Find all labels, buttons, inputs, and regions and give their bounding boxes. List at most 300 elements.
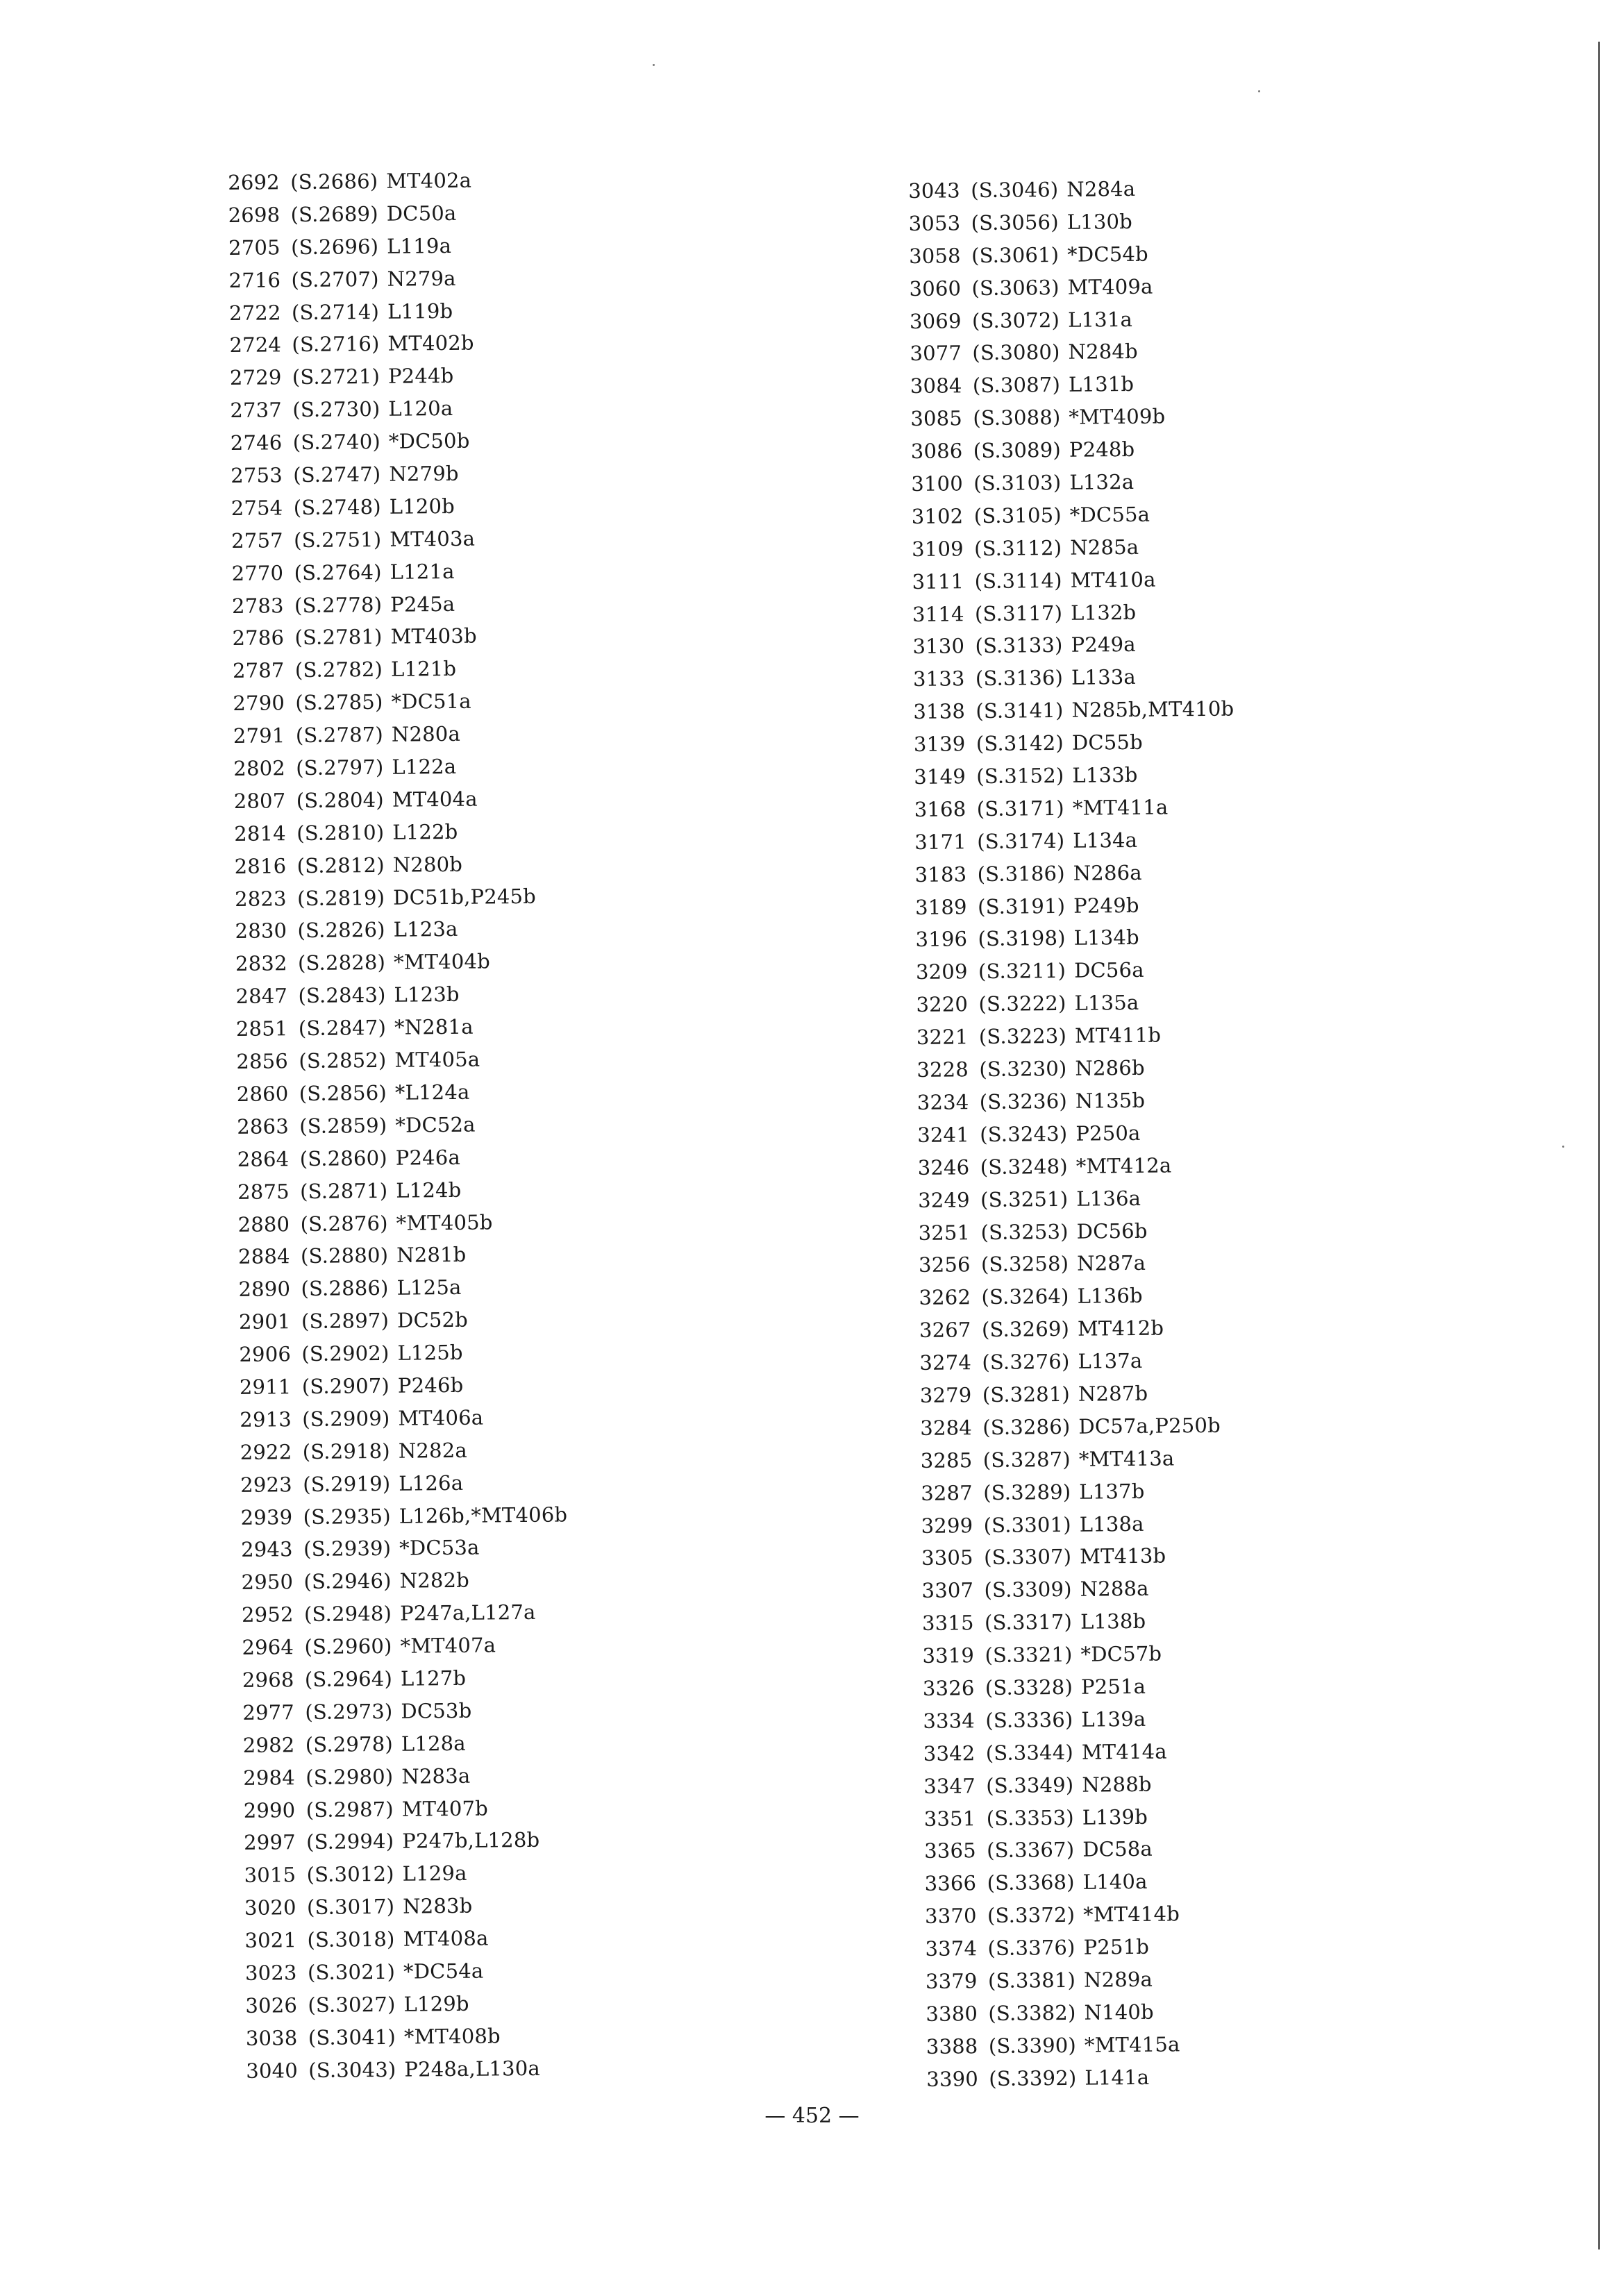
entry-section-ref: (S.2778) bbox=[294, 592, 383, 617]
entry-section-ref: (S.3114) bbox=[974, 568, 1062, 593]
entry-section-ref: (S.2716) bbox=[292, 332, 380, 357]
entry-number: 2875 bbox=[237, 1179, 290, 1204]
entry-reference: L136a bbox=[1076, 1186, 1141, 1211]
entry-section-ref: (S.2980) bbox=[305, 1764, 394, 1789]
entry-reference: *N281a bbox=[394, 1014, 474, 1039]
entry-number: 2911 bbox=[239, 1375, 292, 1399]
entry-number: 2746 bbox=[230, 430, 283, 455]
entry-section-ref: (S.2856) bbox=[299, 1080, 387, 1106]
entry-reference: *MT413a bbox=[1078, 1446, 1175, 1471]
entry-number: 3279 bbox=[919, 1383, 972, 1407]
entry-reference: L140a bbox=[1082, 1870, 1148, 1895]
entry-section-ref: (S.2747) bbox=[293, 462, 381, 487]
entry-number: 3347 bbox=[923, 1773, 976, 1798]
entry-section-ref: (S.3317) bbox=[984, 1610, 1073, 1635]
entry-number: 2923 bbox=[240, 1472, 292, 1497]
entry-reference: MT411b bbox=[1074, 1023, 1162, 1048]
entry-section-ref: (S.2707) bbox=[291, 267, 379, 292]
entry-reference: P251b bbox=[1083, 1934, 1150, 1959]
entry-reference: DC50a bbox=[386, 201, 457, 226]
entry-section-ref: (S.3289) bbox=[983, 1480, 1071, 1505]
entry-reference: DC51b,P245b bbox=[393, 884, 537, 910]
index-column-right bbox=[908, 169, 1552, 2095]
entry-section-ref: (S.3088) bbox=[973, 405, 1061, 430]
entry-number: 3038 bbox=[245, 2025, 298, 2050]
entry-number: 2977 bbox=[242, 1700, 295, 1725]
entry-section-ref: (S.2897) bbox=[301, 1309, 390, 1334]
entry-reference: MT407b bbox=[401, 1796, 489, 1821]
entry-section-ref: (S.2907) bbox=[301, 1373, 390, 1399]
entry-reference: DC56b bbox=[1076, 1218, 1148, 1243]
entry-number: 3351 bbox=[923, 1806, 976, 1831]
entry-number: 2783 bbox=[231, 593, 284, 618]
entry-number: 2770 bbox=[231, 560, 284, 585]
entry-reference: N135b bbox=[1075, 1088, 1146, 1113]
entry-section-ref: (S.2764) bbox=[294, 560, 382, 585]
entry-number: 3365 bbox=[924, 1838, 976, 1863]
entry-section-ref: (S.2826) bbox=[297, 918, 385, 943]
entry-reference: MT404a bbox=[392, 787, 478, 812]
entry-reference: L134b bbox=[1073, 925, 1140, 950]
entry-section-ref: (S.2964) bbox=[304, 1666, 393, 1692]
entry-reference: N282b bbox=[399, 1568, 470, 1593]
entry-section-ref: (S.2696) bbox=[290, 234, 379, 259]
entry-reference: *DC52a bbox=[395, 1112, 476, 1137]
entry-number: 3196 bbox=[915, 927, 968, 952]
entry-number: 3069 bbox=[909, 308, 962, 333]
entry-number: 3315 bbox=[921, 1611, 974, 1636]
entry-section-ref: (S.3253) bbox=[980, 1219, 1069, 1244]
entry-section-ref: (S.2919) bbox=[303, 1471, 391, 1496]
entry-number: 2787 bbox=[232, 658, 285, 683]
entry-reference: L124b bbox=[396, 1178, 462, 1203]
entry-section-ref: (S.2740) bbox=[292, 430, 381, 455]
entry-number: 3220 bbox=[916, 992, 969, 1017]
entry-number: 3234 bbox=[916, 1090, 969, 1114]
entry-number: 3334 bbox=[923, 1709, 976, 1733]
entry-section-ref: (S.3211) bbox=[978, 959, 1066, 984]
entry-reference: *DC51a bbox=[391, 689, 472, 714]
entry-section-ref: (S.2880) bbox=[300, 1243, 389, 1268]
entry-number: 3183 bbox=[914, 862, 967, 887]
entry-section-ref: (S.2994) bbox=[306, 1829, 394, 1854]
entry-section-ref: (S.3186) bbox=[977, 861, 1065, 886]
entry-number: 2864 bbox=[237, 1146, 290, 1171]
entry-number: 2952 bbox=[241, 1602, 294, 1627]
entry-reference: *MT414b bbox=[1082, 1902, 1180, 1927]
entry-reference: N280b bbox=[392, 852, 463, 877]
entry-number: 2982 bbox=[242, 1732, 295, 1757]
entry-reference: P246a bbox=[395, 1145, 461, 1170]
entry-section-ref: (S.3117) bbox=[974, 601, 1063, 626]
entry-section-ref: (S.2960) bbox=[304, 1634, 392, 1659]
entry-section-ref: (S.3105) bbox=[973, 503, 1062, 528]
entry-reference: *MT412a bbox=[1075, 1153, 1172, 1178]
entry-reference: L125a bbox=[396, 1275, 462, 1300]
entry-reference: N283b bbox=[402, 1893, 473, 1918]
entry-reference: L120a bbox=[388, 396, 453, 421]
entry-number: 2754 bbox=[231, 496, 283, 520]
entry-reference: L133a bbox=[1071, 665, 1137, 690]
entry-section-ref: (S.2876) bbox=[300, 1211, 388, 1236]
entry-reference: L122a bbox=[392, 754, 457, 779]
entry-number: 2816 bbox=[234, 853, 287, 878]
entry-section-ref: (S.2871) bbox=[300, 1178, 388, 1203]
entry-reference: L131a bbox=[1067, 307, 1133, 332]
entry-section-ref: (S.3286) bbox=[982, 1414, 1071, 1439]
entry-section-ref: (S.2859) bbox=[299, 1113, 387, 1138]
entry-number: 2823 bbox=[234, 886, 287, 911]
entry-section-ref: (S.3174) bbox=[977, 828, 1065, 853]
index-entry bbox=[926, 2057, 1551, 2096]
entry-number: 3274 bbox=[919, 1350, 972, 1375]
entry-section-ref: (S.2918) bbox=[302, 1439, 391, 1464]
entry-number: 3390 bbox=[926, 2066, 979, 2091]
entry-section-ref: (S.2730) bbox=[292, 397, 380, 422]
entry-number: 3379 bbox=[925, 1969, 978, 1993]
entry-section-ref: (S.3309) bbox=[984, 1577, 1072, 1602]
entry-section-ref: (S.3027) bbox=[308, 1992, 396, 2017]
entry-reference: L137b bbox=[1079, 1479, 1145, 1504]
entry-reference: N286a bbox=[1073, 860, 1142, 885]
entry-reference: L138b bbox=[1080, 1609, 1146, 1634]
entry-reference: N280a bbox=[391, 721, 461, 746]
entry-number: 3299 bbox=[921, 1513, 973, 1538]
page-number: — 452 — bbox=[764, 2104, 860, 2128]
entry-section-ref: (S.2782) bbox=[294, 657, 383, 682]
entry-number: 2791 bbox=[233, 723, 285, 748]
entry-section-ref: (S.2804) bbox=[296, 787, 385, 813]
entry-section-ref: (S.2935) bbox=[303, 1504, 391, 1529]
entry-reference: P246b bbox=[397, 1373, 464, 1398]
entry-section-ref: (S.3287) bbox=[982, 1447, 1071, 1472]
entry-section-ref: (S.3063) bbox=[971, 275, 1060, 300]
entry-reference: L127b bbox=[400, 1666, 467, 1691]
entry-number: 3111 bbox=[912, 569, 964, 594]
entry-reference: N287b bbox=[1078, 1381, 1148, 1406]
entry-section-ref: (S.2787) bbox=[295, 723, 384, 748]
entry-number: 3326 bbox=[922, 1676, 975, 1700]
index-entry bbox=[246, 2049, 871, 2088]
entry-reference: L123b bbox=[394, 982, 460, 1007]
entry-section-ref: (S.3046) bbox=[971, 177, 1059, 203]
entry-number: 3246 bbox=[917, 1155, 970, 1180]
entry-section-ref: (S.3087) bbox=[972, 373, 1061, 398]
entry-section-ref: (S.3041) bbox=[308, 2025, 396, 2050]
entry-section-ref: (S.2946) bbox=[303, 1569, 392, 1594]
entry-number: 2906 bbox=[239, 1342, 292, 1366]
entry-number: 3043 bbox=[908, 178, 960, 203]
entry-number: 3084 bbox=[910, 374, 962, 399]
entry-section-ref: (S.3376) bbox=[987, 1935, 1075, 1961]
entry-section-ref: (S.2812) bbox=[296, 853, 385, 878]
entry-section-ref: (S.2886) bbox=[301, 1276, 389, 1301]
entry-section-ref: (S.2785) bbox=[295, 690, 383, 715]
entry-number: 2790 bbox=[233, 691, 285, 716]
entry-section-ref: (S.2781) bbox=[294, 625, 383, 650]
entry-reference: *MT405b bbox=[396, 1209, 493, 1235]
entry-reference: *DC54a bbox=[403, 1959, 484, 1984]
scan-speck bbox=[653, 64, 655, 66]
entry-reference: MT402a bbox=[386, 168, 472, 193]
entry-number: 3102 bbox=[911, 504, 964, 528]
entry-section-ref: (S.3269) bbox=[981, 1317, 1070, 1342]
entry-number: 3085 bbox=[910, 406, 963, 431]
entry-number: 3284 bbox=[920, 1416, 973, 1440]
entry-number: 2984 bbox=[243, 1765, 296, 1790]
entry-number: 2705 bbox=[228, 235, 281, 260]
entry-section-ref: (S.2689) bbox=[290, 201, 378, 227]
entry-reference: L120b bbox=[389, 494, 455, 519]
entry-number: 3149 bbox=[914, 764, 966, 789]
entry-reference: P248b bbox=[1069, 437, 1135, 462]
entry-section-ref: (S.2847) bbox=[298, 1016, 387, 1041]
entry-section-ref: (S.3112) bbox=[974, 535, 1062, 560]
entry-number: 2950 bbox=[241, 1570, 294, 1595]
entry-number: 2802 bbox=[233, 756, 286, 780]
entry-section-ref: (S.3307) bbox=[983, 1545, 1072, 1570]
entry-reference: *DC53a bbox=[399, 1536, 480, 1561]
entry-number: 2997 bbox=[244, 1830, 296, 1855]
entry-reference: L136b bbox=[1077, 1284, 1143, 1309]
entry-reference: L129b bbox=[403, 1991, 469, 2016]
entry-section-ref: (S.3251) bbox=[980, 1187, 1069, 1212]
entry-section-ref: (S.3276) bbox=[982, 1349, 1070, 1375]
entry-reference: L125b bbox=[397, 1340, 463, 1365]
entry-number: 2890 bbox=[238, 1277, 291, 1302]
entry-section-ref: (S.3012) bbox=[306, 1862, 394, 1887]
entry-section-ref: (S.3381) bbox=[987, 1968, 1076, 1993]
entry-number: 3221 bbox=[916, 1025, 969, 1050]
entry-reference: P244b bbox=[387, 364, 454, 389]
entry-number: 3249 bbox=[918, 1187, 970, 1212]
entry-reference: *DC50b bbox=[388, 428, 470, 453]
entry-reference: MT406a bbox=[398, 1405, 484, 1430]
entry-section-ref: (S.3018) bbox=[307, 1927, 395, 1952]
entry-reference: N279b bbox=[389, 461, 459, 486]
entry-number: 3256 bbox=[918, 1252, 971, 1277]
entry-number: 3307 bbox=[921, 1578, 974, 1603]
entry-number: 3060 bbox=[909, 276, 962, 301]
entry-section-ref: (S.3367) bbox=[987, 1838, 1075, 1863]
entry-number: 3015 bbox=[244, 1863, 296, 1888]
entry-reference: *DC54b bbox=[1067, 242, 1148, 267]
entry-number: 2729 bbox=[229, 365, 282, 390]
entry-reference: DC55b bbox=[1071, 730, 1144, 755]
entry-reference: MT409a bbox=[1067, 274, 1153, 299]
entry-section-ref: (S.3072) bbox=[971, 308, 1060, 333]
entry-number: 2722 bbox=[228, 300, 281, 325]
entry-number: 3374 bbox=[925, 1936, 978, 1961]
entry-section-ref: (S.3142) bbox=[976, 731, 1064, 756]
entry-reference: MT412b bbox=[1077, 1316, 1164, 1341]
entry-number: 3285 bbox=[920, 1448, 973, 1473]
entry-number: 3020 bbox=[244, 1895, 296, 1920]
entry-reference: N284b bbox=[1068, 340, 1139, 364]
index-column-left bbox=[228, 160, 871, 2087]
entry-reference: N281b bbox=[396, 1243, 467, 1268]
entry-section-ref: (S.2751) bbox=[294, 527, 382, 552]
entry-reference: *MT408b bbox=[403, 2024, 501, 2049]
entry-number: 2863 bbox=[237, 1114, 290, 1139]
entry-section-ref: (S.3372) bbox=[987, 1903, 1075, 1928]
entry-reference: P247a,L127a bbox=[399, 1600, 536, 1625]
entry-number: 2922 bbox=[240, 1439, 292, 1464]
entry-number: 2830 bbox=[235, 919, 287, 944]
entry-number: 2990 bbox=[243, 1798, 296, 1822]
entry-section-ref: (S.3103) bbox=[973, 470, 1062, 496]
entry-section-ref: (S.2819) bbox=[296, 885, 385, 910]
entry-reference: MT413b bbox=[1080, 1543, 1166, 1569]
entry-section-ref: (S.3136) bbox=[975, 666, 1064, 691]
entry-number: 3109 bbox=[912, 537, 964, 561]
entry-reference: *DC57b bbox=[1080, 1641, 1162, 1666]
entry-section-ref: (S.2843) bbox=[298, 983, 386, 1008]
entry-section-ref: (S.2797) bbox=[296, 755, 384, 780]
entry-section-ref: (S.3171) bbox=[976, 796, 1065, 821]
entry-reference: P248a,L130a bbox=[404, 2056, 541, 2081]
entry-section-ref: (S.3392) bbox=[989, 2065, 1077, 2090]
entry-reference: N287a bbox=[1076, 1251, 1146, 1276]
entry-section-ref: (S.2828) bbox=[297, 950, 386, 975]
entry-number: 3040 bbox=[246, 2058, 299, 2083]
entry-reference: L121a bbox=[390, 559, 455, 584]
scan-speck bbox=[1258, 90, 1260, 92]
entry-reference: P245a bbox=[390, 592, 455, 617]
entry-number: 3114 bbox=[912, 601, 964, 626]
entry-number: 2964 bbox=[242, 1635, 294, 1659]
entry-reference: L119b bbox=[387, 299, 453, 324]
entry-number: 3077 bbox=[910, 341, 962, 366]
entry-number: 2901 bbox=[238, 1309, 291, 1334]
entry-reference: *MT411a bbox=[1072, 795, 1169, 820]
entry-number: 3189 bbox=[914, 894, 967, 919]
entry-section-ref: (S.3321) bbox=[985, 1642, 1073, 1668]
entry-number: 3138 bbox=[913, 699, 966, 724]
entry-reference: L139a bbox=[1081, 1707, 1146, 1732]
entry-number: 2939 bbox=[240, 1505, 293, 1530]
entry-number: 2786 bbox=[232, 626, 285, 651]
entry-section-ref: (S.3080) bbox=[972, 340, 1060, 365]
entry-number: 3026 bbox=[245, 1993, 298, 2018]
entry-reference: L126a bbox=[399, 1470, 464, 1495]
entry-section-ref: (S.3021) bbox=[307, 1959, 396, 1984]
entry-section-ref: (S.2909) bbox=[302, 1406, 390, 1431]
entry-number: 3139 bbox=[913, 732, 966, 757]
entry-number: 2737 bbox=[230, 398, 283, 423]
entry-number: 2968 bbox=[242, 1668, 294, 1692]
entry-section-ref: (S.3133) bbox=[975, 633, 1063, 658]
entry-reference: N284a bbox=[1066, 176, 1136, 201]
entry-reference: N288b bbox=[1082, 1772, 1152, 1797]
entry-section-ref: (S.3264) bbox=[981, 1284, 1069, 1309]
scan-speck bbox=[1562, 1146, 1564, 1148]
entry-section-ref: (S.2973) bbox=[305, 1699, 393, 1724]
entry-reference: L126b,*MT406b bbox=[399, 1502, 568, 1528]
entry-number: 2943 bbox=[240, 1537, 293, 1562]
entry-number: 3130 bbox=[912, 634, 965, 659]
entry-reference: L132b bbox=[1070, 600, 1137, 625]
entry-section-ref: (S.2748) bbox=[293, 494, 381, 520]
entry-number: 2884 bbox=[237, 1244, 290, 1269]
entry-reference: L121b bbox=[390, 657, 457, 682]
entry-section-ref: (S.3236) bbox=[979, 1089, 1068, 1114]
entry-number: 3228 bbox=[916, 1057, 969, 1082]
entry-number: 3342 bbox=[923, 1741, 976, 1766]
entry-section-ref: (S.3230) bbox=[979, 1056, 1067, 1082]
entry-number: 2832 bbox=[235, 951, 287, 976]
entry-section-ref: (S.3089) bbox=[973, 438, 1062, 463]
entry-reference: P249b bbox=[1073, 893, 1139, 918]
entry-section-ref: (S.2987) bbox=[305, 1797, 394, 1822]
entry-reference: *L124a bbox=[394, 1080, 470, 1105]
entry-section-ref: (S.2810) bbox=[296, 820, 385, 845]
entry-number: 2692 bbox=[228, 170, 280, 194]
entry-reference: *MT415a bbox=[1084, 2032, 1180, 2057]
entry-section-ref: (S.3017) bbox=[306, 1895, 395, 1920]
entry-reference: L132a bbox=[1069, 469, 1135, 494]
entry-reference: L128a bbox=[401, 1731, 466, 1756]
entry-number: 2913 bbox=[240, 1407, 292, 1432]
entry-reference: N288a bbox=[1080, 1577, 1149, 1602]
entry-number: 2847 bbox=[235, 984, 288, 1009]
entry-section-ref: (S.2686) bbox=[290, 169, 378, 194]
entry-section-ref: (S.3349) bbox=[986, 1773, 1074, 1798]
entry-section-ref: (S.2939) bbox=[303, 1536, 392, 1561]
entry-reference: L139b bbox=[1082, 1804, 1148, 1829]
entry-number: 2698 bbox=[228, 203, 281, 227]
entry-number: 2753 bbox=[231, 463, 283, 487]
entry-section-ref: (S.3281) bbox=[982, 1382, 1071, 1407]
entry-reference: N289a bbox=[1083, 1967, 1153, 1992]
entry-reference: L133b bbox=[1072, 762, 1138, 787]
entry-number: 2724 bbox=[229, 333, 282, 358]
entry-reference: MT403b bbox=[390, 624, 477, 649]
entry-number: 2814 bbox=[234, 821, 286, 846]
entry-section-ref: (S.2978) bbox=[305, 1732, 394, 1757]
entry-number: 2856 bbox=[236, 1049, 289, 1073]
entry-section-ref: (S.3243) bbox=[980, 1121, 1068, 1146]
entry-reference: P251a bbox=[1080, 1674, 1146, 1699]
entry-section-ref: (S.3191) bbox=[977, 894, 1066, 919]
entry-number: 3388 bbox=[926, 2034, 978, 2059]
entry-reference: MT408a bbox=[403, 1926, 489, 1951]
entry-reference: *MT409b bbox=[1069, 404, 1166, 430]
entry-reference: DC57a,P250b bbox=[1078, 1413, 1221, 1439]
entry-reference: N282a bbox=[398, 1438, 468, 1463]
entry-number: 2716 bbox=[228, 267, 281, 292]
entry-section-ref: (S.3222) bbox=[978, 991, 1066, 1016]
entry-number: 3023 bbox=[244, 1961, 297, 1985]
entry-section-ref: (S.3141) bbox=[976, 698, 1064, 723]
entry-reference: L137a bbox=[1078, 1348, 1143, 1373]
entry-reference: L134a bbox=[1073, 828, 1138, 853]
entry-number: 3209 bbox=[915, 960, 968, 984]
entry-section-ref: (S.3344) bbox=[985, 1740, 1074, 1765]
entry-reference: L119a bbox=[387, 233, 452, 258]
entry-number: 3241 bbox=[917, 1123, 970, 1147]
entry-reference: MT405a bbox=[394, 1047, 480, 1072]
entry-section-ref: (S.2948) bbox=[303, 1602, 392, 1627]
entry-reference: L138a bbox=[1079, 1511, 1144, 1536]
entry-number: 3251 bbox=[918, 1220, 971, 1245]
entry-section-ref: (S.2852) bbox=[299, 1048, 387, 1073]
entry-section-ref: (S.3061) bbox=[971, 242, 1060, 267]
entry-reference: P247b,L128b bbox=[402, 1828, 540, 1854]
entry-reference: L130b bbox=[1066, 209, 1133, 234]
entry-reference: L129a bbox=[402, 1861, 467, 1886]
entry-section-ref: (S.2721) bbox=[292, 364, 380, 389]
